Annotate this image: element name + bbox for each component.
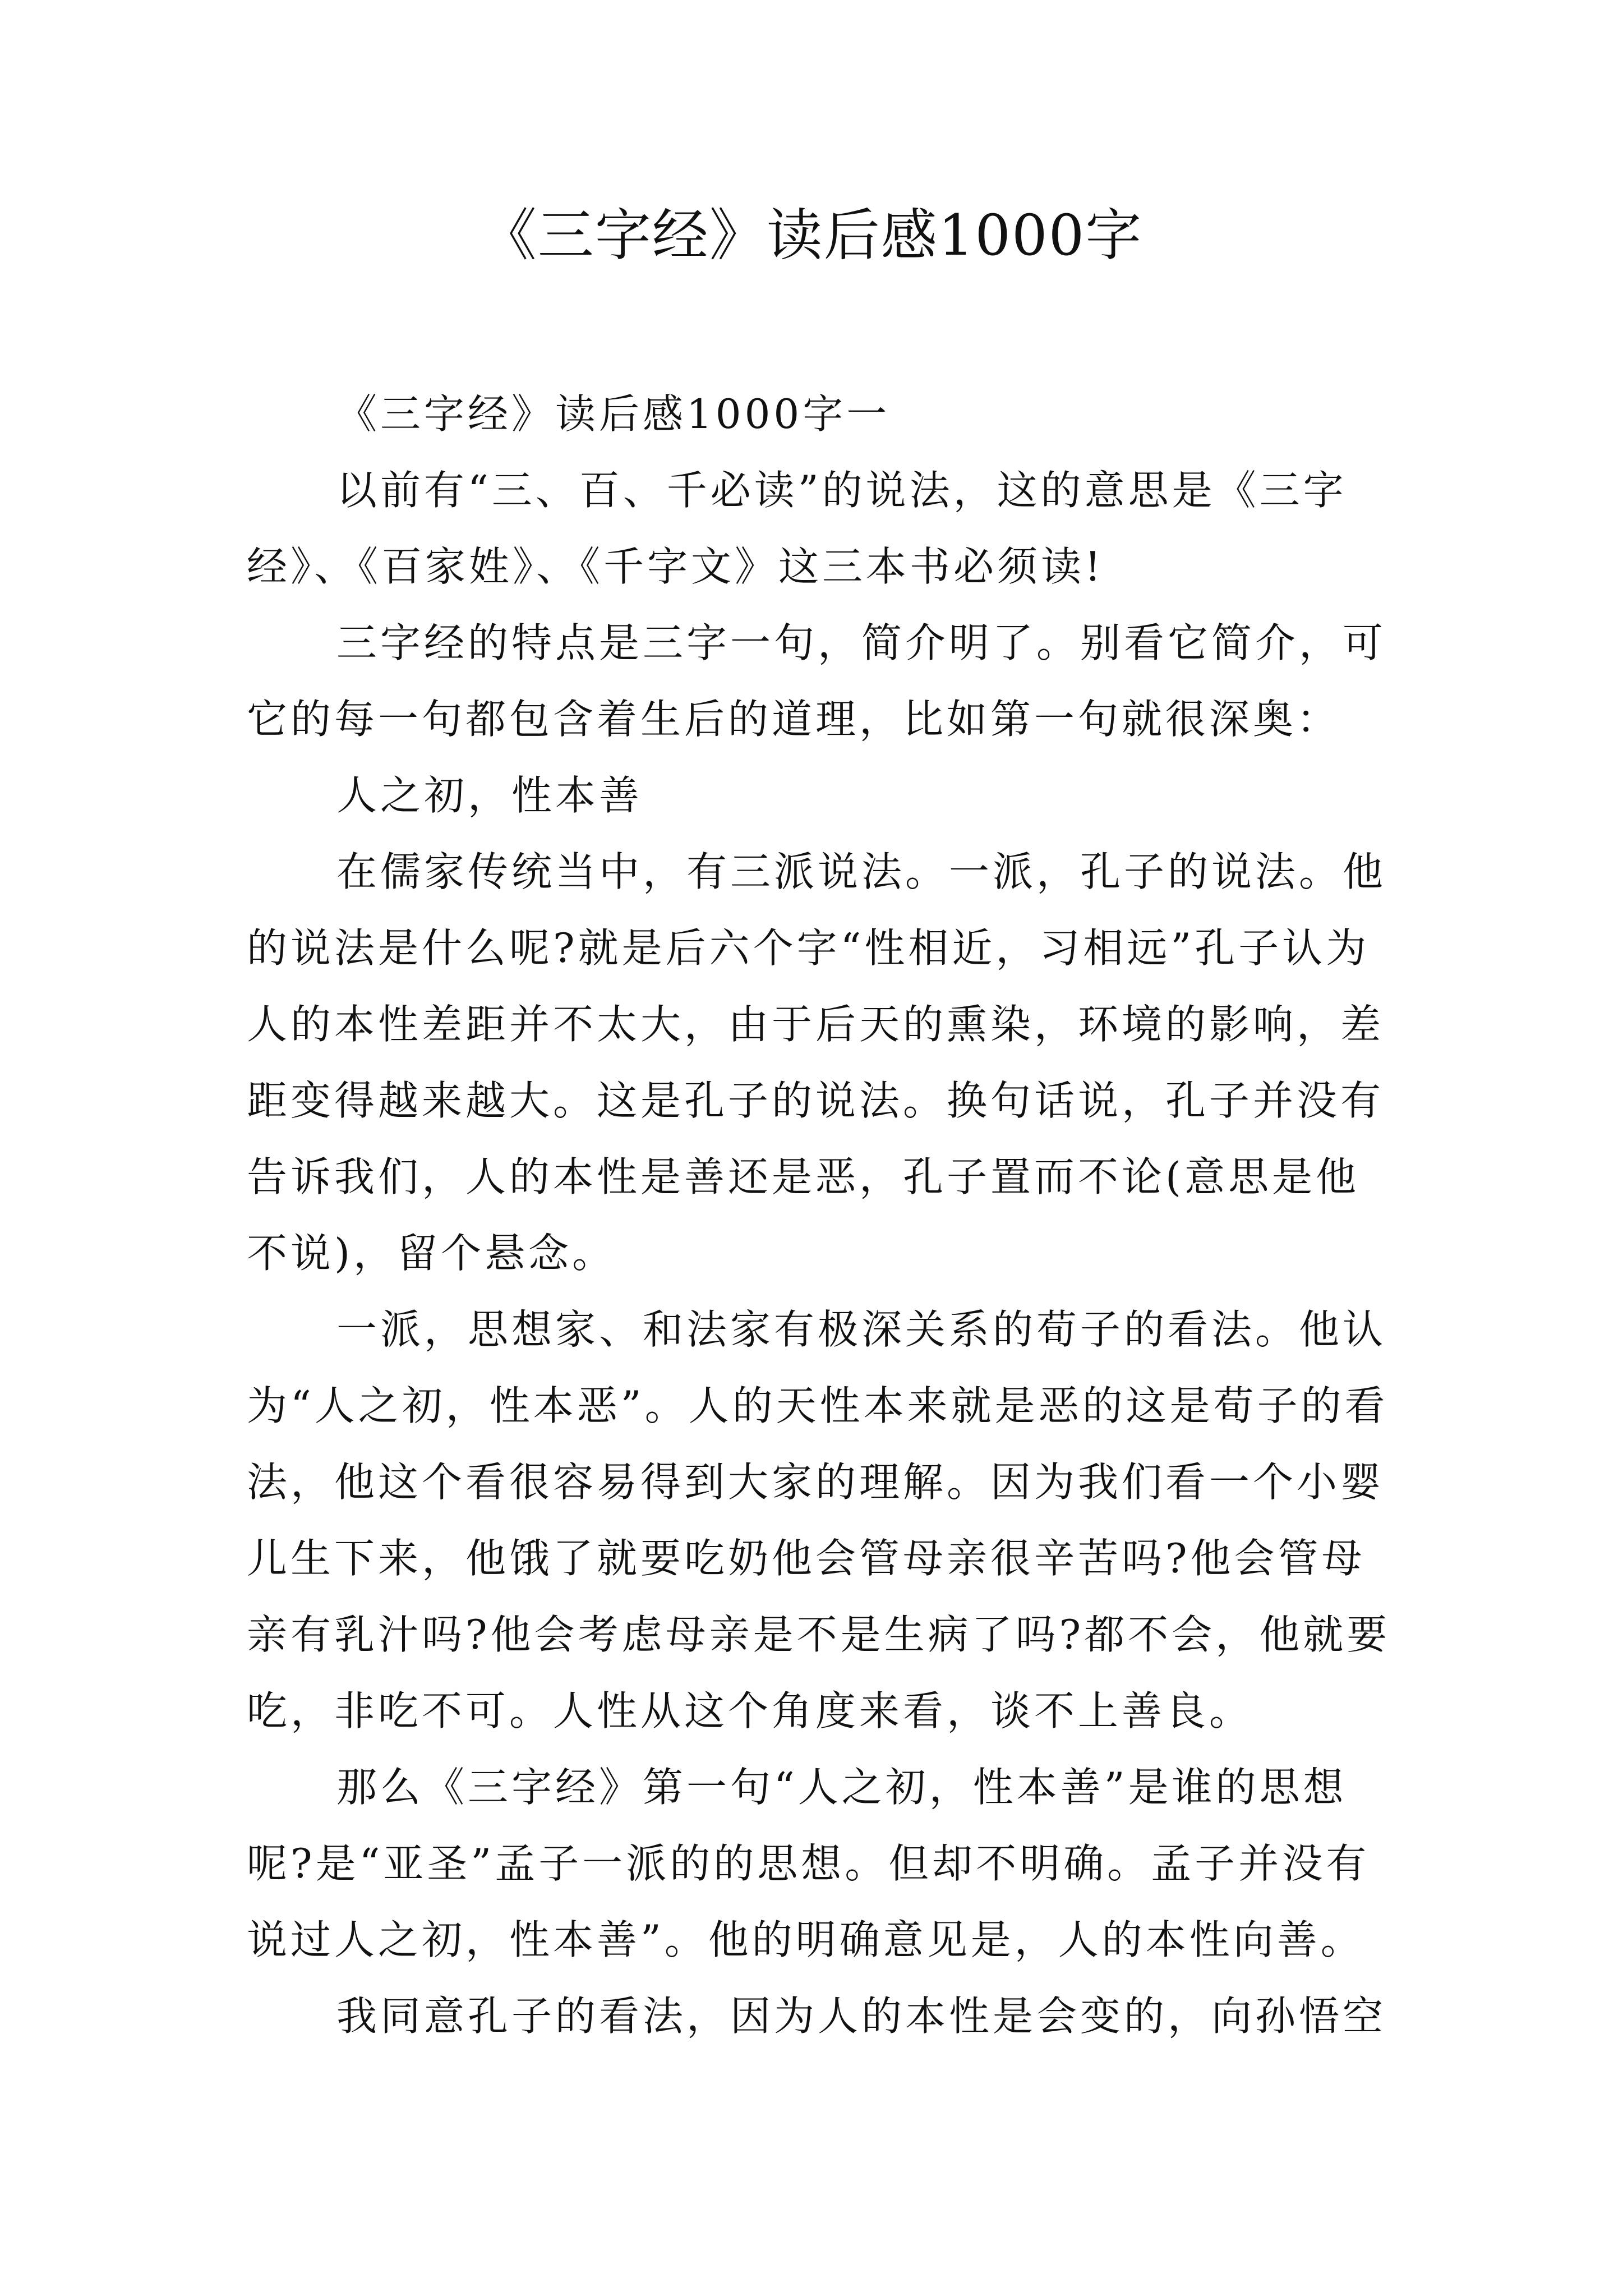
document-body [247,376,1391,2054]
paragraph: 一派，思想家、和法家有极深关系的荀子的看法。他认为“人之初，性本恶”。人的天性本来就是恶的这是荀子的看法，他这个看很容易得到大家的理解。因为我们看一个小婴儿生下来，他饿了就要吃奶他会管母亲很辛苦吗?他会管母亲有乳汁吗?他会考虑母亲是不是生病了吗?都不会，他就要吃，非吃不可。人性从这个角度来看，谈不上善良。 [247,1306,1391,1734]
paragraph-subtitle: 《三字经》读后感1000字一 [336,390,891,438]
paragraph: 三字经的特点是三字一句，简介明了。别看它简介，可它的每一句都包含着生后的道理，比如第一句就很深奥： [247,619,1387,743]
paragraph: 我同意孔子的看法，因为人的本性是会变的，向孙悟空 [336,1993,1387,2040]
paragraph: 以前有“三、百、千必读”的说法，这的意思是《三字经》、《百家姓》、《千字文》这三本书必须读! [247,467,1347,590]
paragraph: 那么《三字经》第一句“人之初，性本善”是谁的思想呢?是“亚圣”孟子一派的的思想。但却不明确。孟子并没有说过人之初，性本善”。他的明确意见是，人的本性向善。 [247,1764,1370,1963]
document-title: 《三字经》读后感1000字 [480,203,1143,268]
paragraph-quote: 人之初，性本善 [336,772,643,819]
paragraph: 在儒家传统当中，有三派说法。一派，孔子的说法。他的说法是什么呢?就是后六个字“性相近，习相远”孔子认为人的本性差距并不太大，由于后天的熏染，环境的影响，差距变得越来越大。这是孔子的说法。换句话说，孔子并没有告诉我们，人的本性是善还是恶，孔子置而不论(意思是他不说)，留个悬念。 [247,848,1387,1277]
